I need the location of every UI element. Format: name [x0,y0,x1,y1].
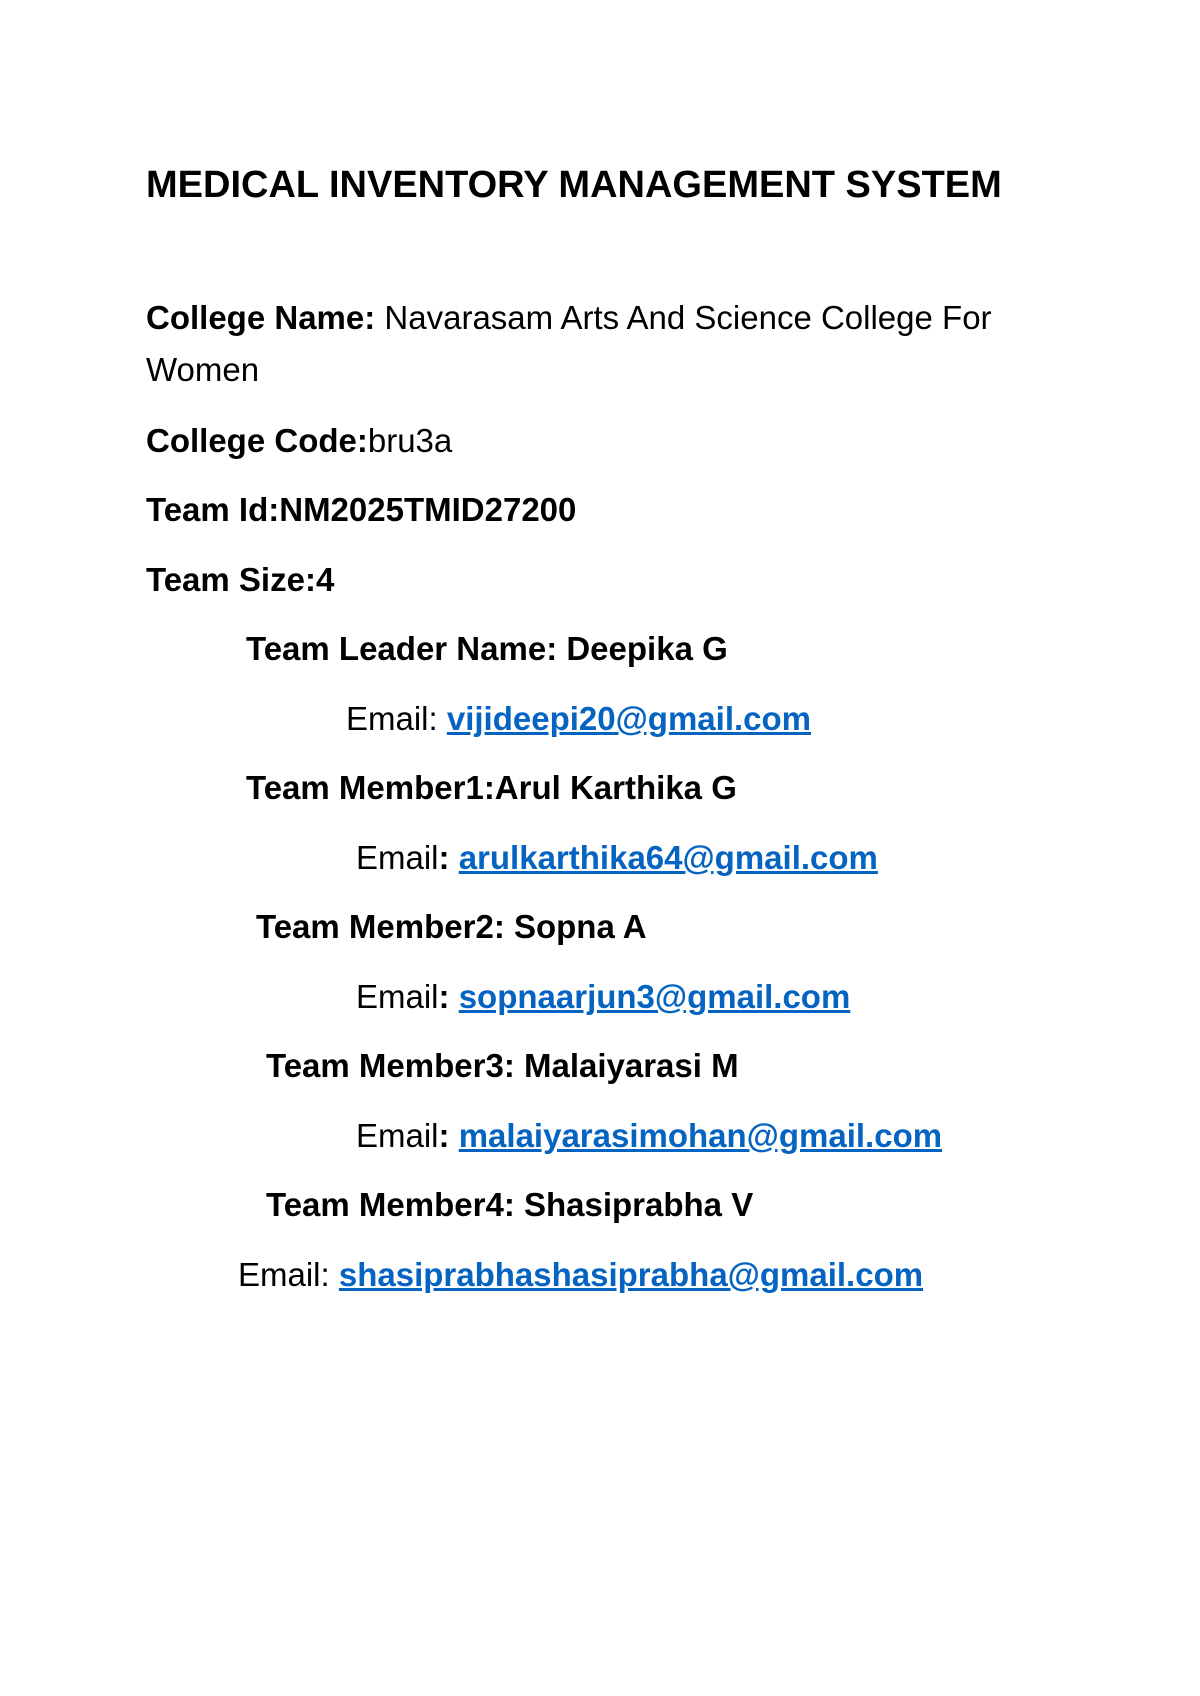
college-code-value: bru3a [367,422,453,459]
team-member4-email-link[interactable]: shasiprabhashasiprabha@gmail.com [338,1256,924,1293]
email-label: Email [356,1117,439,1154]
college-code-label: College Code: [146,422,368,459]
team-member3-email-line [356,1116,942,1156]
team-member2-email-line [356,977,850,1017]
email-colon: : [438,1117,459,1154]
team-member2-heading: Team Member2: Sopna A [256,908,647,945]
team-id: Team Id:NM2025TMID27200 [146,491,577,528]
team-leader-email-link[interactable]: vijideepi20@gmail.com [446,700,812,737]
team-member3-heading: Team Member3: Malaiyarasi M [266,1047,739,1084]
college-name-label: College Name [146,299,365,336]
team-member4-email-line [238,1255,923,1295]
college-name-colon: : [364,299,376,336]
college-name-line [146,292,1076,396]
email-label: Email: [346,700,447,737]
email-label: Email [356,839,439,876]
email-colon: : [438,839,459,876]
team-leader-heading: Team Leader Name: Deepika G [246,630,728,667]
college-code-line [146,421,452,461]
email-colon: : [438,978,459,1015]
team-member4-heading: Team Member4: Shasiprabha V [266,1186,754,1223]
team-size: Team Size:4 [146,561,335,598]
email-label: Email: [238,1256,339,1293]
team-leader-email-line [346,699,811,739]
team-member3-email-link[interactable]: malaiyarasimohan@gmail.com [458,1117,943,1154]
document-title: MEDICAL INVENTORY MANAGEMENT SYSTEM [146,164,1002,206]
email-label: Email [356,978,439,1015]
team-member1-heading: Team Member1:Arul Karthika G [246,769,737,806]
team-member1-email-line [356,838,878,878]
team-member1-email-link[interactable]: arulkarthika64@gmail.com [458,839,878,876]
college-name-value: Navarasam Arts And Science College For Women [146,299,992,388]
team-member2-email-link[interactable]: sopnaarjun3@gmail.com [458,978,851,1015]
